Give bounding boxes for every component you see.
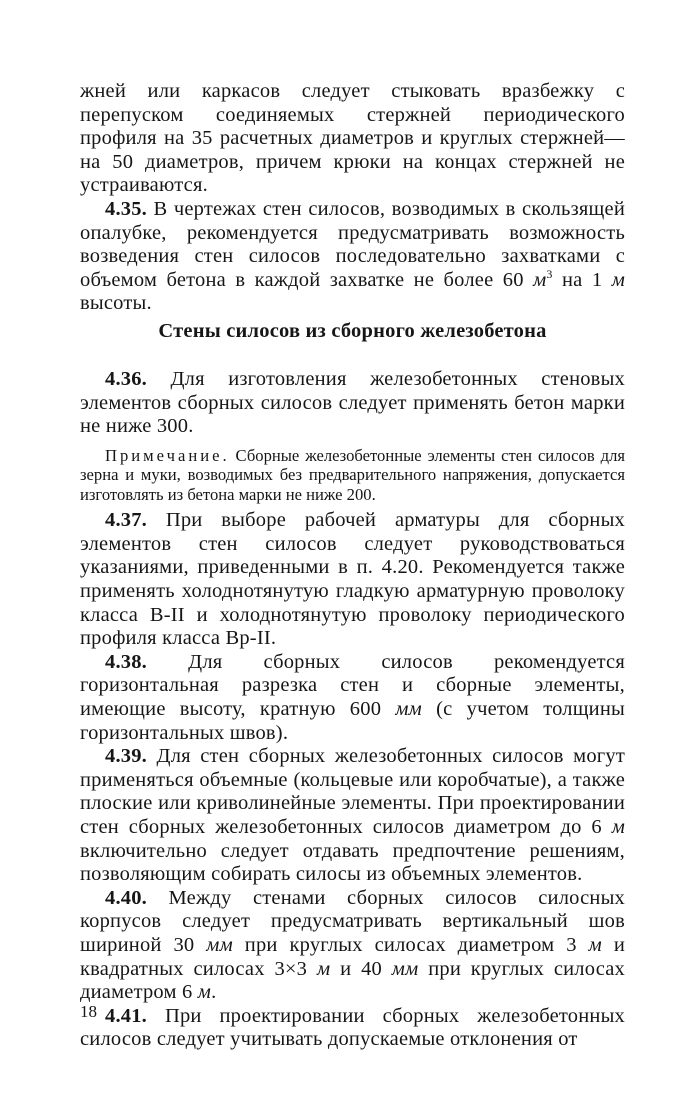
section-heading-block [80,320,625,343]
clause-number: 4.41. [105,1004,147,1027]
paragraph-text: Для стен сборных железобетонных силосов могут применяться объемные (кольцевые или коробчатые), а также плоские или криволинейные элементы. При проектировании стен сборных железобетонных силосов диаметром до 6 [80,745,625,838]
unit: мм [391,957,419,980]
unit: мм [395,698,422,721]
clause-number: 4.36. [105,368,147,390]
superscript: 3 [546,266,553,281]
paragraph-4-35 [80,198,625,316]
paragraph-4-39 [80,745,625,887]
unit: м [197,981,212,1004]
paragraph-text: высоты. [80,292,152,315]
unit: м [588,933,602,956]
paragraph-text: (с учетом толщины горизонтальных швов). [80,698,625,744]
clause-number: 4.40. [105,886,147,909]
paragraph-4-40 [80,887,625,1005]
body-top [80,80,625,316]
paragraph-4-37 [80,509,625,651]
page-number: 18 [80,1002,97,1021]
section-heading: Стены силосов из сборного железобетона [158,320,547,342]
paragraph-text: на 1 [552,268,612,291]
clause-number: 4.37. [105,509,147,532]
paragraph-continuation: жней или каркасов следует стыковать вразбежку с перепуском соединяемых стержней периодического профиля на 35 расчетных диаметров и круглых стержней— на 50 диаметров, причем крюки на концах стержней не устраиваются. [80,80,625,197]
paragraph-text: При проектировании сборных железобетонных силосов следует учитывать допускаемые отклонения от [80,1004,625,1051]
paragraph-text: В чертежах стен силосов, возводимых в скользящей опалубке, рекомендуется предусматривать возможность возведения стен силосов последовательно захватками с объемом бетона в каждой захватке не более 60 [80,197,625,291]
body-main [80,368,625,1052]
clause-number: 4.39. [105,745,147,768]
paragraph-text: Для сборных силосов рекомендуется горизонтальная разрезка стен и сборные элементы, имеющие высоту, кратную 600 [80,650,625,721]
paragraph-text: Между стенами сборных силосов силосных корпусов следует предусматривать вертикальный шов шириной 30 [80,886,625,956]
paragraph-text: . [211,981,217,1004]
clause-number: 4.38. [105,650,147,673]
paragraph-text: включительно следует отдавать предпочтение решениям, позволяющим собирать силосы из объемных элементов. [80,839,625,886]
unit: м [316,957,331,980]
paragraph-text: при круглых силосах диаметром 3 [232,933,589,956]
paragraph-4-36 [80,368,625,439]
unit: м [611,268,625,291]
note [80,446,625,505]
note-label: Примечание. [105,445,230,465]
unit: м [533,268,547,291]
paragraph-text: и квадратных силосах 3×3 [80,933,625,980]
paragraph-4-41 [80,1005,625,1052]
paragraph-text: при круглых силосах диаметром 6 [80,957,625,1004]
unit: м [611,816,625,838]
note-text: Сборные железобетонные элементы стен силосов для зерна и муки, возводимых без предварительного напряжения, допускается изготовлять из бетона марки не ниже 200. [80,445,625,504]
unit: мм [206,933,233,956]
paragraph-text: и 40 [330,957,392,980]
paragraph-text: Для изготовления железобетонных стеновых элементов сборных силосов следует применять бетон марки не ниже 300. [80,368,625,438]
paragraph-text: При выборе рабочей арматуры для сборных элементов стен силосов следует руководствоваться указаниями, приведенными в п. 4.20. Рекомендуется также применять холоднотянутую гладкую арматурную проволоку класса В-II и холоднотянутую проволоку периодического профиля класса Вр-II. [80,509,625,650]
paragraph-4-38 [80,651,625,745]
clause-number: 4.35. [105,197,147,220]
